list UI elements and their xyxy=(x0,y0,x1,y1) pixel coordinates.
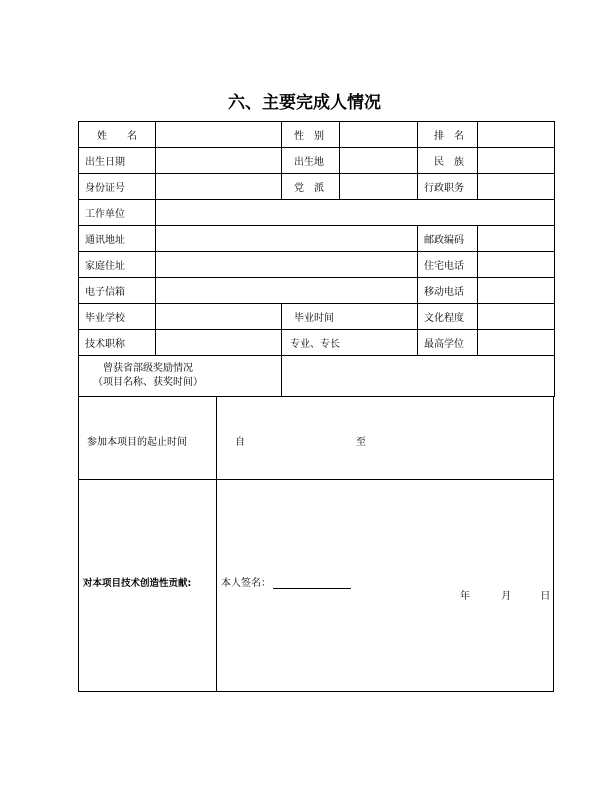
label-education-level: 文化程度 xyxy=(418,304,478,330)
label-ethnicity: 民 族 xyxy=(418,148,478,174)
input-admin-position[interactable] xyxy=(478,174,555,200)
period-to: 至 xyxy=(356,437,366,448)
date-year: 年 xyxy=(460,591,470,602)
label-name: 姓 名 xyxy=(79,122,156,148)
date-day: 日 xyxy=(540,591,551,602)
input-rank[interactable] xyxy=(478,122,555,148)
signature-area xyxy=(221,574,351,589)
label-admin-position: 行政职务 xyxy=(418,174,478,200)
label-home-address: 家庭住址 xyxy=(79,252,156,278)
date-area xyxy=(460,587,550,602)
label-graduation-time: 毕业时间 xyxy=(282,304,418,330)
input-gender[interactable] xyxy=(340,122,418,148)
label-tech-title: 技术职称 xyxy=(79,330,156,356)
input-email[interactable] xyxy=(156,278,418,304)
input-birthplace[interactable] xyxy=(340,148,418,174)
label-birthplace: 出生地 xyxy=(282,148,340,174)
signature-line[interactable] xyxy=(273,578,351,589)
label-birth-date: 出生日期 xyxy=(79,148,156,174)
input-postal-code[interactable] xyxy=(478,226,555,252)
label-email: 电子信箱 xyxy=(79,278,156,304)
row-divider xyxy=(79,479,553,480)
input-education-level[interactable] xyxy=(478,304,555,330)
lower-section xyxy=(78,397,554,692)
awards-line2: （项目名称、获奖时间） xyxy=(93,377,203,388)
label-mobile-phone: 移动电话 xyxy=(418,278,478,304)
input-ethnicity[interactable] xyxy=(478,148,555,174)
label-graduated-school: 毕业学校 xyxy=(79,304,156,330)
label-contribution: 对本项目技术创造性贡献: xyxy=(83,578,192,589)
label-specialty: 专业、专长 xyxy=(282,330,418,356)
awards-line1: 曾获省部级奖励情况 xyxy=(103,363,193,374)
date-month: 月 xyxy=(501,591,512,602)
label-rank: 排 名 xyxy=(418,122,478,148)
input-work-unit[interactable] xyxy=(156,200,555,226)
label-postal-code: 邮政编码 xyxy=(418,226,478,252)
input-mobile-phone[interactable] xyxy=(478,278,555,304)
input-awards[interactable] xyxy=(282,356,555,397)
label-party: 党 派 xyxy=(282,174,340,200)
input-home-phone[interactable] xyxy=(478,252,555,278)
input-name[interactable] xyxy=(156,122,282,148)
input-graduated-school[interactable] xyxy=(156,304,282,330)
input-birth-date[interactable] xyxy=(156,148,282,174)
label-id-number: 身份证号 xyxy=(79,174,156,200)
input-tech-title[interactable] xyxy=(156,330,282,356)
label-highest-degree: 最高学位 xyxy=(418,330,478,356)
page-title: 六、主要完成人情况 xyxy=(228,93,381,113)
input-mailing-address[interactable] xyxy=(156,226,418,252)
label-awards xyxy=(79,356,282,397)
input-id-number[interactable] xyxy=(156,174,282,200)
period-from: 自 xyxy=(235,437,245,448)
input-party[interactable] xyxy=(340,174,418,200)
label-mailing-address: 通讯地址 xyxy=(79,226,156,252)
signature-label: 本人签名： xyxy=(221,578,271,589)
input-highest-degree[interactable] xyxy=(478,330,555,356)
label-gender: 性 别 xyxy=(282,122,340,148)
label-participation-period: 参加本项目的起止时间 xyxy=(87,437,187,448)
input-home-address[interactable] xyxy=(156,252,418,278)
label-home-phone: 住宅电话 xyxy=(418,252,478,278)
column-divider xyxy=(216,397,217,691)
label-work-unit: 工作单位 xyxy=(79,200,156,226)
personnel-form xyxy=(78,121,555,397)
